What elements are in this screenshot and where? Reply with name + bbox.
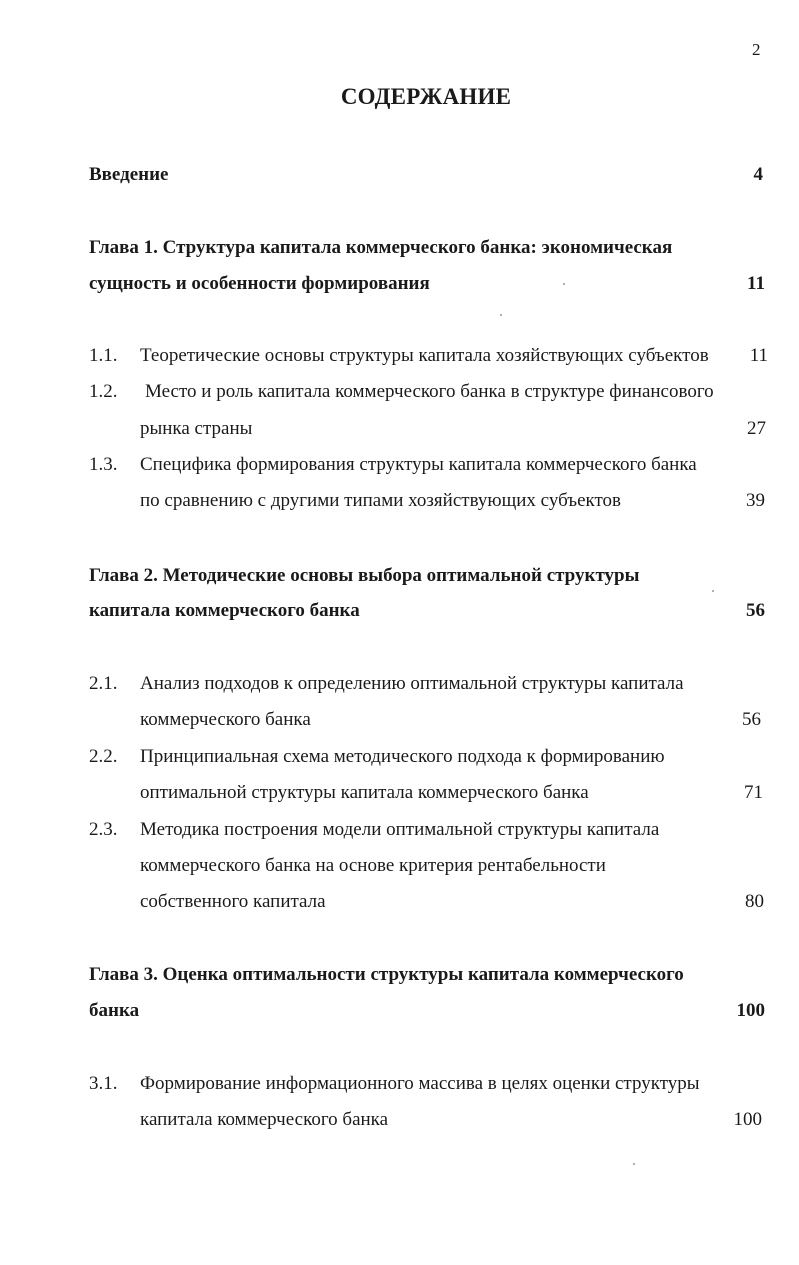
toc-intro-label: Введение [89,164,169,185]
scan-speck [500,314,502,316]
toc-section-2-3-page: 80 [745,891,764,912]
toc-chapter-3-page: 100 [736,1000,765,1021]
toc-section-2-3-line-2: коммерческого банка на основе критерия рентабельности [140,855,606,876]
toc-section-2-1-page: 56 [742,709,761,730]
toc-chapter-3-title-line-2: банка [89,1000,140,1021]
toc-intro-page: 4 [753,164,763,185]
toc-chapter-2-page: 56 [746,600,765,621]
toc-section-2-3-number: 2.3. [89,819,118,840]
toc-chapter-1-title-line-2: сущность и особенности формирования [89,273,430,294]
toc-section-1-2-number: 1.2. [89,381,118,402]
toc-section-3-1-line-1: Формирование информационного массива в целях оценки структуры [140,1073,700,1094]
scan-speck [712,590,714,592]
toc-chapter-2-title-line-1: Глава 2. Методические основы выбора оптимальной структуры [89,565,640,586]
toc-section-1-1-line-1: Теоретические основы структуры капитала хозяйствующих субъектов [140,345,709,366]
scan-speck [563,283,565,285]
toc-chapter-2-title-line-2: капитала коммерческого банка [89,600,360,621]
page-title: СОДЕРЖАНИЕ [340,84,512,109]
toc-section-1-3-line-2: по сравнению с другими типами хозяйствующих субъектов [140,490,622,511]
toc-section-2-2-line-2: оптимальной структуры капитала коммерческого банка [140,782,589,803]
toc-section-2-3-line-1: Методика построения модели оптимальной структуры капитала [140,819,660,840]
toc-chapter-3-title-line-1: Глава 3. Оценка оптимальности структуры капитала коммерческого [89,964,684,985]
toc-chapter-1-page: 11 [747,273,765,294]
scan-speck [633,1163,635,1165]
toc-section-1-2-line-1: Место и роль капитала коммерческого банка в структуре финансового [145,381,714,402]
toc-section-1-2-page: 27 [747,418,766,439]
toc-section-1-3-line-1: Специфика формирования структуры капитала коммерческого банка [140,454,697,475]
toc-section-3-1-page: 100 [733,1109,762,1130]
toc-section-2-1-line-1: Анализ подходов к определению оптимальной структуры капитала [140,673,684,694]
toc-section-1-1-number: 1.1. [89,345,118,366]
toc-section-2-1-line-2: коммерческого банка [140,709,311,730]
page-number: 2 [752,40,761,59]
toc-section-2-1-number: 2.1. [89,673,118,694]
toc-section-1-1-page: 11 [749,345,768,366]
toc-section-1-2-line-2: рынка страны [140,418,253,439]
toc-section-1-3-number: 1.3. [89,454,118,475]
toc-section-2-2-page: 71 [744,782,763,803]
toc-section-1-3-page: 39 [746,490,765,511]
toc-section-2-2-line-1: Принципиальная схема методического подхода к формированию [140,746,665,767]
toc-chapter-1-title-line-1: Глава 1. Структура капитала коммерческого банка: экономическая [89,237,673,258]
toc-section-3-1-number: 3.1. [89,1073,118,1094]
toc-section-2-2-number: 2.2. [89,746,118,767]
toc-section-3-1-line-2: капитала коммерческого банка [140,1109,389,1130]
toc-section-2-3-line-3: собственного капитала [140,891,326,912]
